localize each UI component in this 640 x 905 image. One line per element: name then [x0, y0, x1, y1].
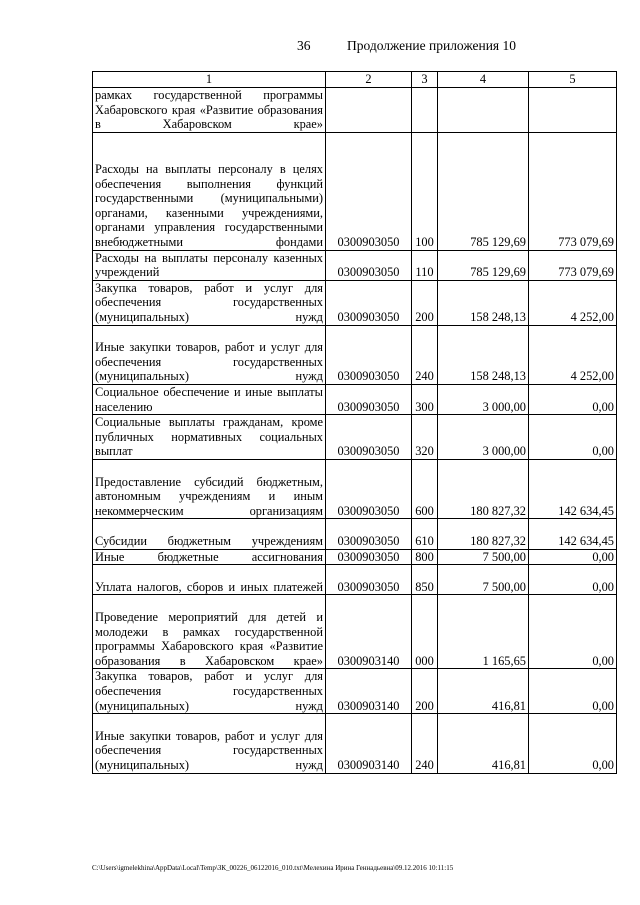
row-expense-type-cell: 850	[412, 565, 438, 595]
row-amount-2-cell: 0,00	[529, 669, 617, 714]
row-amount-2-cell: 0,00	[529, 384, 617, 414]
appendix-continuation-title: Продолжение приложения 10	[347, 38, 517, 53]
table-row	[93, 565, 617, 595]
row-expense-type-cell: 110	[412, 250, 438, 280]
budget-table	[92, 71, 617, 774]
row-target-code-cell	[326, 88, 412, 133]
row-amount-2-cell: 0,00	[529, 595, 617, 669]
row-name-cell: Закупка товаров, работ и услуг для обеспечения государственных (муниципальных) нужд	[93, 280, 326, 325]
row-amount-2-cell	[529, 88, 617, 133]
table-row	[93, 280, 617, 325]
table-body	[93, 88, 617, 774]
row-amount-1-cell: 158 248,13	[438, 280, 529, 325]
row-amount-2-cell: 142 634,45	[529, 519, 617, 549]
table-row	[93, 384, 617, 414]
row-target-code-cell: 0300903050	[326, 565, 412, 595]
row-amount-2-cell: 4 252,00	[529, 280, 617, 325]
page-header	[0, 38, 640, 56]
row-amount-1-cell: 1 165,65	[438, 595, 529, 669]
column-header-1: 1	[93, 72, 326, 88]
table-row	[93, 714, 617, 773]
row-name-cell: Иные бюджетные ассигнования	[93, 549, 326, 565]
column-header-5: 5	[529, 72, 617, 88]
row-amount-1-cell: 3 000,00	[438, 415, 529, 460]
row-name-cell: Субсидии бюджетным учреждениям	[93, 519, 326, 549]
row-amount-2-cell: 0,00	[529, 714, 617, 773]
file-path-footer: C:\Users\igmelekhina\AppData\Local\Temp\ЗК_00226_06122016_010.txt\Мелехина Ирина Геннадьевна\09.12.2016 10:11:15	[92, 864, 454, 872]
row-expense-type-cell: 300	[412, 384, 438, 414]
column-header-4: 4	[438, 72, 529, 88]
row-target-code-cell: 0300903050	[326, 519, 412, 549]
row-target-code-cell: 0300903140	[326, 669, 412, 714]
table-row	[93, 132, 617, 250]
row-amount-1-cell: 416,81	[438, 714, 529, 773]
row-name-cell: рамках государственной программы Хабаровского края «Развитие образования в Хабаровском крае»	[93, 88, 326, 133]
row-name-cell: Расходы на выплаты персоналу в целях обеспечения выполнения функций государственными (муниципальными) органами, казенными учреждениями, органами управления государственными внебюджетными фондами	[93, 132, 326, 250]
row-name-cell: Социальное обеспечение и иные выплаты населению	[93, 384, 326, 414]
row-name-cell: Закупка товаров, работ и услуг для обеспечения государственных (муниципальных) нужд	[93, 669, 326, 714]
row-amount-1-cell: 158 248,13	[438, 325, 529, 384]
row-expense-type-cell: 000	[412, 595, 438, 669]
row-amount-1-cell: 416,81	[438, 669, 529, 714]
table-row	[93, 519, 617, 549]
row-target-code-cell: 0300903050	[326, 250, 412, 280]
row-name-cell: Расходы на выплаты персоналу казенных учреждений	[93, 250, 326, 280]
row-name-cell: Социальные выплаты гражданам, кроме публичных нормативных социальных выплат	[93, 415, 326, 460]
page-number: 36	[297, 38, 311, 53]
table-row	[93, 669, 617, 714]
row-amount-1-cell	[438, 88, 529, 133]
row-target-code-cell: 0300903050	[326, 459, 412, 518]
row-amount-1-cell: 785 129,69	[438, 250, 529, 280]
row-expense-type-cell: 240	[412, 325, 438, 384]
row-name-cell: Предоставление субсидий бюджетным, автономным учреждениям и иным некоммерческим организациям	[93, 459, 326, 518]
table-row	[93, 325, 617, 384]
row-name-cell: Иные закупки товаров, работ и услуг для обеспечения государственных (муниципальных) нужд	[93, 714, 326, 773]
row-expense-type-cell: 800	[412, 549, 438, 565]
row-amount-2-cell: 773 079,69	[529, 250, 617, 280]
row-expense-type-cell: 200	[412, 669, 438, 714]
row-amount-2-cell: 4 252,00	[529, 325, 617, 384]
row-target-code-cell: 0300903050	[326, 132, 412, 250]
row-expense-type-cell: 200	[412, 280, 438, 325]
row-amount-2-cell: 142 634,45	[529, 459, 617, 518]
table-row	[93, 459, 617, 518]
row-expense-type-cell: 240	[412, 714, 438, 773]
table-row	[93, 595, 617, 669]
row-expense-type-cell	[412, 88, 438, 133]
row-amount-2-cell: 773 079,69	[529, 132, 617, 250]
row-amount-1-cell: 785 129,69	[438, 132, 529, 250]
row-amount-2-cell: 0,00	[529, 565, 617, 595]
row-expense-type-cell: 600	[412, 459, 438, 518]
row-target-code-cell: 0300903050	[326, 384, 412, 414]
row-name-cell: Уплата налогов, сборов и иных платежей	[93, 565, 326, 595]
table-row	[93, 549, 617, 565]
row-target-code-cell: 0300903050	[326, 325, 412, 384]
row-amount-1-cell: 180 827,32	[438, 519, 529, 549]
row-expense-type-cell: 610	[412, 519, 438, 549]
row-amount-1-cell: 7 500,00	[438, 549, 529, 565]
table-header-row	[93, 72, 617, 88]
row-name-cell: Иные закупки товаров, работ и услуг для обеспечения государственных (муниципальных) нужд	[93, 325, 326, 384]
row-name-cell: Проведение мероприятий для детей и молодежи в рамках государственной программы Хабаровского края «Развитие образования в Хабаровском крае»	[93, 595, 326, 669]
column-header-2: 2	[326, 72, 412, 88]
row-target-code-cell: 0300903050	[326, 280, 412, 325]
row-target-code-cell: 0300903050	[326, 415, 412, 460]
row-amount-1-cell: 7 500,00	[438, 565, 529, 595]
table-row	[93, 415, 617, 460]
row-target-code-cell: 0300903050	[326, 549, 412, 565]
table-row	[93, 250, 617, 280]
row-expense-type-cell: 100	[412, 132, 438, 250]
row-expense-type-cell: 320	[412, 415, 438, 460]
row-amount-2-cell: 0,00	[529, 415, 617, 460]
row-amount-1-cell: 180 827,32	[438, 459, 529, 518]
column-header-3: 3	[412, 72, 438, 88]
row-amount-1-cell: 3 000,00	[438, 384, 529, 414]
row-target-code-cell: 0300903140	[326, 714, 412, 773]
row-target-code-cell: 0300903140	[326, 595, 412, 669]
row-amount-2-cell: 0,00	[529, 549, 617, 565]
table-row	[93, 88, 617, 133]
